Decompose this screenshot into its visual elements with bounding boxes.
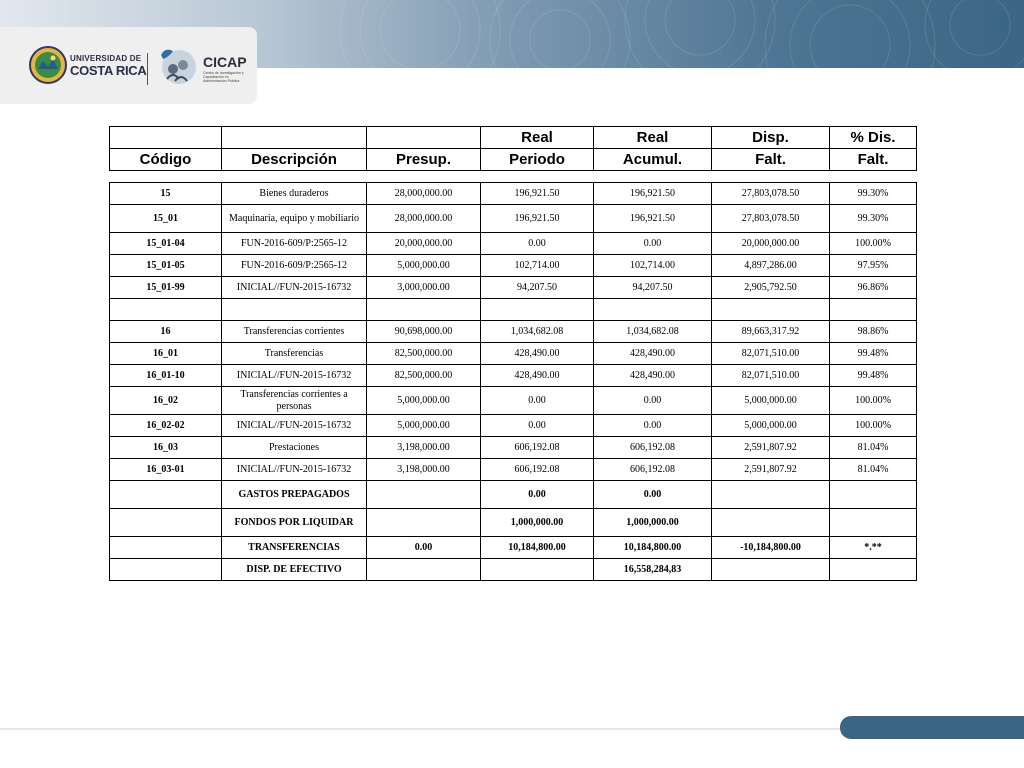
- cell-codigo: 15_01-99: [110, 277, 222, 299]
- cell-codigo: [110, 559, 222, 581]
- logo-card: [0, 27, 257, 104]
- cell-presup: [367, 299, 481, 321]
- cell-disp-falt: 5,000,000.00: [712, 387, 830, 415]
- footer-accent: [840, 716, 1024, 739]
- table-row: [110, 233, 917, 255]
- cell-real-acumul: 0.00: [594, 233, 712, 255]
- header-cell: % Dis.: [830, 127, 917, 149]
- cell-real-periodo: 428,490.00: [481, 365, 594, 387]
- cell-codigo: [110, 299, 222, 321]
- cell-codigo: 15_01-05: [110, 255, 222, 277]
- cell-disp-falt: 89,663,317.92: [712, 321, 830, 343]
- cell-real-acumul: 606,192.08: [594, 437, 712, 459]
- cell-presup: 3,198,000.00: [367, 459, 481, 481]
- cell-presup: 20,000,000.00: [367, 233, 481, 255]
- cell-codigo: [110, 537, 222, 559]
- cicap-subtitle: Centro de Investigación y Capacitación en Administración Pública: [203, 71, 244, 84]
- table-row: [110, 255, 917, 277]
- summary-row: [110, 537, 917, 559]
- cicap-title: CICAP: [203, 54, 247, 70]
- cell-presup: 28,000,000.00: [367, 205, 481, 233]
- footer-line: [0, 728, 850, 730]
- header-cell: Falt.: [712, 149, 830, 171]
- cell-codigo: 16_01-10: [110, 365, 222, 387]
- header-cell: Presup.: [367, 149, 481, 171]
- cell-real-acumul: 196,921.50: [594, 183, 712, 205]
- cell-pct-falt: 96.86%: [830, 277, 917, 299]
- cicap-logo-icon: [155, 45, 201, 89]
- cell-presup: 5,000,000.00: [367, 387, 481, 415]
- cell-disp-falt: 5,000,000.00: [712, 415, 830, 437]
- cell-pct-falt: 97.95%: [830, 255, 917, 277]
- cell-codigo: 15_01: [110, 205, 222, 233]
- header-cell: [367, 127, 481, 149]
- budget-table-header: [109, 126, 917, 171]
- cell-pct-falt: [830, 299, 917, 321]
- cell-presup: 82,500,000.00: [367, 365, 481, 387]
- cell-pct-falt: 98.86%: [830, 321, 917, 343]
- cell-descripcion: FUN-2016-609/P:2565-12: [222, 255, 367, 277]
- header-row-2: [110, 149, 917, 171]
- cell-disp-falt: [712, 481, 830, 509]
- cell-descripcion: GASTOS PREPAGADOS: [222, 481, 367, 509]
- cell-presup: [367, 559, 481, 581]
- table-row: [110, 299, 917, 321]
- cicap-logo-text: [203, 55, 249, 84]
- cell-codigo: 16_02: [110, 387, 222, 415]
- cell-descripcion: DISP. DE EFECTIVO: [222, 559, 367, 581]
- cell-real-acumul: 1,034,682.08: [594, 321, 712, 343]
- cell-descripcion: Bienes duraderos: [222, 183, 367, 205]
- cell-real-acumul: 0.00: [594, 481, 712, 509]
- cell-descripcion: [222, 299, 367, 321]
- ucr-line1: UNIVERSIDAD DE: [70, 54, 142, 63]
- cell-real-acumul: 1,000,000.00: [594, 509, 712, 537]
- cell-pct-falt: 99.48%: [830, 343, 917, 365]
- cell-pct-falt: [830, 559, 917, 581]
- cell-real-acumul: 10,184,800.00: [594, 537, 712, 559]
- cell-real-acumul: 606,192.08: [594, 459, 712, 481]
- cell-disp-falt: 20,000,000.00: [712, 233, 830, 255]
- cell-disp-falt: 82,071,510.00: [712, 365, 830, 387]
- cell-disp-falt: 27,803,078.50: [712, 205, 830, 233]
- cell-descripcion: Prestaciones: [222, 437, 367, 459]
- cell-real-periodo: 0.00: [481, 387, 594, 415]
- cell-descripcion: INICIAL//FUN-2015-16732: [222, 415, 367, 437]
- cell-descripcion: Transferencias: [222, 343, 367, 365]
- table-row: [110, 321, 917, 343]
- cell-real-periodo: 0.00: [481, 415, 594, 437]
- cell-pct-falt: *.**: [830, 537, 917, 559]
- cell-presup: [367, 481, 481, 509]
- cell-real-acumul: [594, 299, 712, 321]
- cell-presup: 5,000,000.00: [367, 255, 481, 277]
- cell-descripcion: Maquinaria, equipo y mobiliario: [222, 205, 367, 233]
- header-cell: Real: [594, 127, 712, 149]
- cell-real-periodo: 428,490.00: [481, 343, 594, 365]
- cell-presup: 0.00: [367, 537, 481, 559]
- table-row: [110, 415, 917, 437]
- cell-descripcion: Transferencias corrientes a personas: [222, 387, 367, 415]
- cell-real-acumul: 196,921.50: [594, 205, 712, 233]
- cell-codigo: 16_03: [110, 437, 222, 459]
- header-cell: Real: [481, 127, 594, 149]
- header-cell: Descripción: [222, 149, 367, 171]
- cell-descripcion: FONDOS POR LIQUIDAR: [222, 509, 367, 537]
- cell-real-periodo: 0.00: [481, 233, 594, 255]
- cell-pct-falt: 81.04%: [830, 459, 917, 481]
- budget-table-body: [109, 182, 917, 581]
- cell-real-periodo: 606,192.08: [481, 437, 594, 459]
- table-row: [110, 437, 917, 459]
- cell-codigo: 16_01: [110, 343, 222, 365]
- cell-real-periodo: [481, 299, 594, 321]
- table-row: [110, 343, 917, 365]
- cell-presup: 82,500,000.00: [367, 343, 481, 365]
- cell-presup: 28,000,000.00: [367, 183, 481, 205]
- cell-real-periodo: 606,192.08: [481, 459, 594, 481]
- cell-pct-falt: 100.00%: [830, 233, 917, 255]
- cell-real-periodo: 1,034,682.08: [481, 321, 594, 343]
- cell-real-periodo: 196,921.50: [481, 205, 594, 233]
- cell-descripcion: INICIAL//FUN-2015-16732: [222, 277, 367, 299]
- ucr-logo-text: [70, 55, 146, 77]
- cell-presup: [367, 509, 481, 537]
- cell-pct-falt: [830, 481, 917, 509]
- cell-real-acumul: 428,490.00: [594, 343, 712, 365]
- cell-disp-falt: 2,591,807.92: [712, 459, 830, 481]
- header-row-1: [110, 127, 917, 149]
- cell-pct-falt: 99.30%: [830, 205, 917, 233]
- cell-real-acumul: 0.00: [594, 387, 712, 415]
- table-row: [110, 183, 917, 205]
- header-cell: Disp.: [712, 127, 830, 149]
- cell-disp-falt: [712, 299, 830, 321]
- cell-pct-falt: 99.30%: [830, 183, 917, 205]
- cell-disp-falt: 27,803,078.50: [712, 183, 830, 205]
- header-cell: Código: [110, 149, 222, 171]
- cell-disp-falt: [712, 509, 830, 537]
- table-row: [110, 459, 917, 481]
- cell-pct-falt: 81.04%: [830, 437, 917, 459]
- cell-presup: 3,198,000.00: [367, 437, 481, 459]
- cell-descripcion: INICIAL//FUN-2015-16732: [222, 365, 367, 387]
- cell-presup: 90,698,000.00: [367, 321, 481, 343]
- header-cell: Falt.: [830, 149, 917, 171]
- cell-real-periodo: 196,921.50: [481, 183, 594, 205]
- header-cell: Periodo: [481, 149, 594, 171]
- summary-row: [110, 509, 917, 537]
- cell-disp-falt: 82,071,510.00: [712, 343, 830, 365]
- summary-row: [110, 481, 917, 509]
- cell-codigo: 16_02-02: [110, 415, 222, 437]
- summary-row: [110, 559, 917, 581]
- cell-disp-falt: 2,905,792.50: [712, 277, 830, 299]
- cell-real-periodo: 1,000,000.00: [481, 509, 594, 537]
- table-row: [110, 387, 917, 415]
- cell-codigo: 15: [110, 183, 222, 205]
- cell-codigo: [110, 509, 222, 537]
- cell-real-acumul: 0.00: [594, 415, 712, 437]
- cell-real-periodo: 10,184,800.00: [481, 537, 594, 559]
- cell-real-acumul: 16,558,284,83: [594, 559, 712, 581]
- cell-real-periodo: 102,714.00: [481, 255, 594, 277]
- cell-codigo: 16_03-01: [110, 459, 222, 481]
- cell-descripcion: FUN-2016-609/P:2565-12: [222, 233, 367, 255]
- ucr-seal-icon: [29, 45, 67, 85]
- cell-pct-falt: 99.48%: [830, 365, 917, 387]
- cell-pct-falt: [830, 509, 917, 537]
- cell-real-acumul: 94,207.50: [594, 277, 712, 299]
- cell-disp-falt: 2,591,807.92: [712, 437, 830, 459]
- cell-codigo: [110, 481, 222, 509]
- header-cell: [110, 127, 222, 149]
- cell-descripcion: Transferencias corrientes: [222, 321, 367, 343]
- cell-descripcion: INICIAL//FUN-2015-16732: [222, 459, 367, 481]
- header-cell: Acumul.: [594, 149, 712, 171]
- header-cell: [222, 127, 367, 149]
- cell-codigo: 16: [110, 321, 222, 343]
- cell-presup: 3,000,000.00: [367, 277, 481, 299]
- cell-presup: 5,000,000.00: [367, 415, 481, 437]
- cell-real-periodo: 0.00: [481, 481, 594, 509]
- table-row: [110, 205, 917, 233]
- cell-disp-falt: 4,897,286.00: [712, 255, 830, 277]
- cell-real-periodo: [481, 559, 594, 581]
- cell-disp-falt: -10,184,800.00: [712, 537, 830, 559]
- cell-descripcion: TRANSFERENCIAS: [222, 537, 367, 559]
- cell-pct-falt: 100.00%: [830, 415, 917, 437]
- table-row: [110, 277, 917, 299]
- cell-real-acumul: 428,490.00: [594, 365, 712, 387]
- logo-divider: [147, 53, 148, 85]
- ucr-line2: COSTA RICA: [70, 63, 147, 78]
- cell-real-acumul: 102,714.00: [594, 255, 712, 277]
- table-row: [110, 365, 917, 387]
- cell-codigo: 15_01-04: [110, 233, 222, 255]
- cell-disp-falt: [712, 559, 830, 581]
- cell-real-periodo: 94,207.50: [481, 277, 594, 299]
- cell-pct-falt: 100.00%: [830, 387, 917, 415]
